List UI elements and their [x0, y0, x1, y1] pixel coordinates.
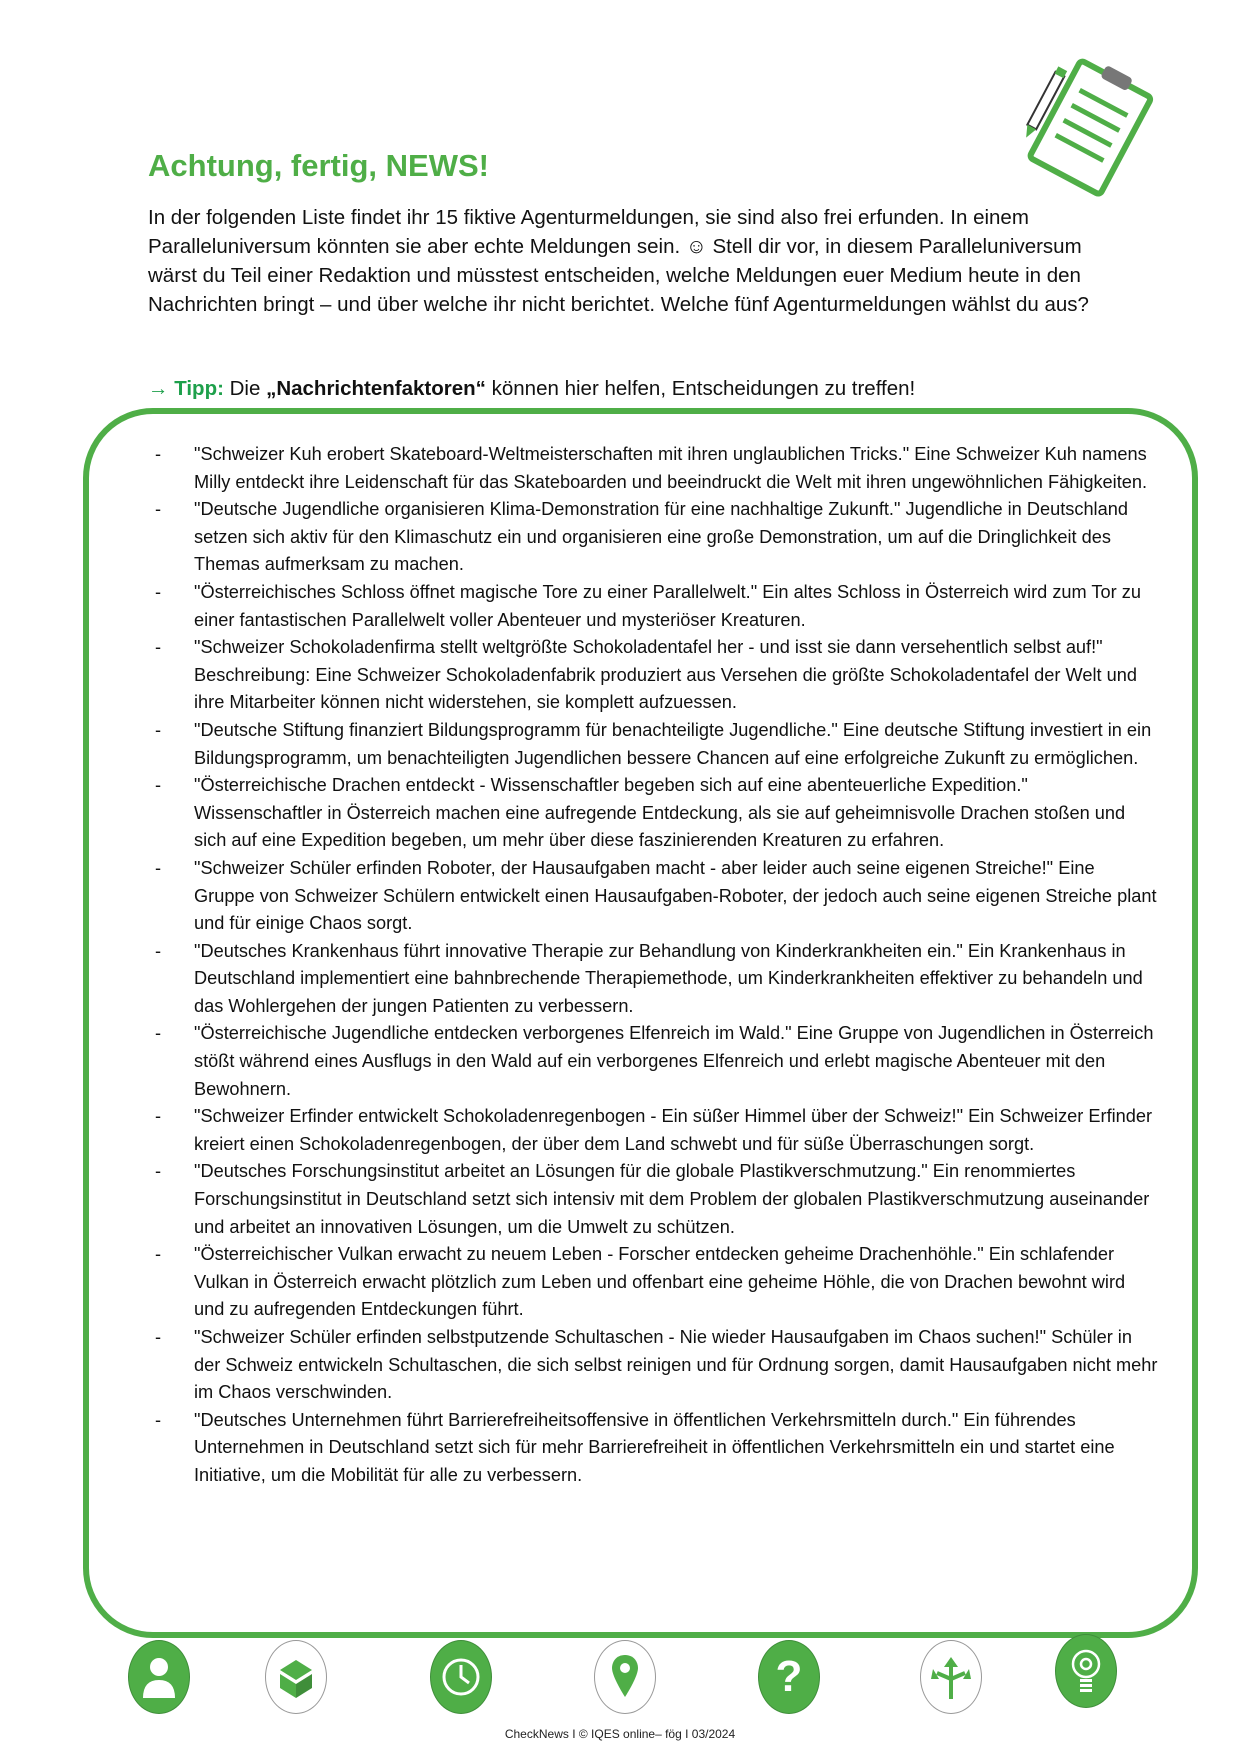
list-item: - "Schweizer Schüler erfinden Roboter, der Hausaufgaben macht - aber leider auch seine eigenen Streiche!" Eine Gruppe von Schweizer Schülern entwickelt einen Hausaufgaben-Roboter, der jedoch auch seine eigenen Streiche plant und für einige Chaos sorgt. [148, 855, 1158, 938]
location-pin-icon [594, 1640, 656, 1714]
bullet-dash: - [155, 1161, 162, 1182]
tip-text-pre: Die [223, 377, 267, 400]
tip-text-post: können hier helfen, Entscheidungen zu treffen! [485, 377, 916, 400]
list-item: - "Österreichischer Vulkan erwacht zu neuem Leben - Forscher entdecken geheime Drachenhöhle." Ein schlafender Vulkan in Österreich erwacht plötzlich zum Leben und offenbart eine geheime Höhle, die von Drachen bewohnt wird und zu aufregenden Entdeckungen führt. [148, 1241, 1158, 1324]
bullet-dash: - [155, 940, 162, 961]
list-item: - "Deutsches Krankenhaus führt innovative Therapie zur Behandlung von Kinderkrankheiten ein." Ein Krankenhaus in Deutschland implementiert eine bahnbrechende Therapiemethode, um Kinderkrankheiten effektiver zu behandeln und das Wohlergehen der jungen Patienten zu verbessern. [148, 938, 1158, 1021]
person-icon [128, 1640, 190, 1714]
lightbulb-gear-icon [1055, 1634, 1117, 1708]
list-item: - "Schweizer Erfinder entwickelt Schokoladenregenbogen - Ein süßer Himmel über der Schweiz!" Ein Schweizer Erfinder kreiert einen Schokoladenregenbogen, der über dem Land schwebt und für süße Überraschungen sorgt. [148, 1103, 1158, 1158]
list-item: - "Österreichische Drachen entdeckt - Wissenschaftler begeben sich auf eine abenteuerliche Expedition." Wissenschaftler in Österreich machen eine aufregende Entdeckung, als sie auf geheimnisvolle Drachen stoßen und sich auf eine Expedition begeben, um mehr über diese faszinierenden Kreaturen zu erfahren. [148, 772, 1158, 855]
tip-line [148, 374, 915, 403]
list-item: - "Schweizer Kuh erobert Skateboard-Weltmeisterschaften mit ihren unglaublichen Tricks." Eine Schweizer Kuh namens Milly entdeckt ihre Leidenschaft für das Skateboarden und beeindruckt die Welt mit ihren ungewöhnlichen Fähigkeiten. [148, 441, 1158, 496]
page-title: Achtung, fertig, NEWS! [148, 148, 489, 183]
bullet-dash: - [155, 444, 162, 464]
bullet-dash: - [155, 1023, 162, 1044]
bullet-dash: - [155, 857, 162, 878]
bullet-dash: - [155, 1106, 162, 1127]
list-item: - "Österreichische Jugendliche entdecken verborgenes Elfenreich im Wald." Eine Gruppe von Jugendlichen in Österreich stößt während eines Ausflugs in den Wald auf ein verborgenes Elfenreich und erlebt magische Abenteuer mit den Bewohnern. [148, 1020, 1158, 1103]
category-icon-row [120, 1640, 1120, 1720]
footer-credit: CheckNews I © IQES online– fög I 03/2024 [504, 1727, 736, 1741]
bullet-dash: - [155, 581, 162, 602]
bullet-dash: - [155, 1409, 162, 1430]
list-item: - "Österreichisches Schloss öffnet magische Tore zu einer Parallelwelt." Ein altes Schloss in Österreich wird zum Tor zu einer fantastischen Parallelwelt voller Abenteuer und mysteriöser Kreaturen. [148, 579, 1158, 634]
bullet-dash: - [155, 719, 162, 740]
clipboard-with-pencil-icon [1005, 52, 1155, 202]
bullet-dash: - [155, 637, 162, 658]
tip-keyword: „Nachrichtenfaktoren“ [266, 377, 486, 400]
list-item: - "Deutsche Jugendliche organisieren Klima-Demonstration für eine nachhaltige Zukunft." Jugendliche in Deutschland setzen sich aktiv für den Klimaschutz ein und organisieren eine große Demonstration, um auf die Dringlichkeit des Themas aufmerksam zu machen. [148, 496, 1158, 579]
list-item: - "Schweizer Schüler erfinden selbstputzende Schultaschen - Nie wieder Hausaufgaben im Chaos suchen!" Schüler in der Schweiz entwickeln Schultaschen, die sich selbst reinigen und für Ordnung sorgen, damit Hausaufgaben nicht mehr im Chaos verschwinden. [148, 1324, 1158, 1407]
list-item: - "Schweizer Schokoladenfirma stellt weltgrößte Schokoladentafel her - und isst sie dann versehentlich selbst auf!" Beschreibung: Eine Schweizer Schokoladenfabrik produziert aus Versehen die größte Schokoladentafel der Welt und ihre Mitarbeiter können nicht widerstehen, sie komplett aufzuessen. [148, 634, 1158, 717]
bullet-dash: - [155, 775, 162, 796]
open-box-icon [265, 1640, 327, 1714]
bullet-dash: - [155, 1327, 162, 1347]
list-item: - "Deutsches Unternehmen führt Barrierefreiheitsoffensive in öffentlichen Verkehrsmitteln durch." Ein führendes Unternehmen in Deutschland setzt sich für mehr Barrierefreiheit in öffentlichen Verkehrsmitteln ein und startet eine Initiative, um die Mobilität für alle zu verbessern. [148, 1407, 1158, 1490]
news-list [148, 441, 1158, 1490]
list-item: - "Deutsche Stiftung finanziert Bildungsprogramm für benachteiligte Jugendliche." Eine deutsche Stiftung investiert in ein Bildungsprogramm, um benachteiligten Jugendlichen bessere Chancen auf eine erfolgreiche Zukunft zu ermöglichen. [148, 717, 1158, 772]
bullet-dash: - [155, 499, 162, 520]
clock-icon [430, 1640, 492, 1714]
bullet-dash: - [155, 1244, 162, 1265]
arrow-right-icon: → [148, 377, 169, 400]
tip-label: Tipp: [174, 377, 224, 400]
branching-arrows-icon [920, 1640, 982, 1714]
list-item: - "Deutsches Forschungsinstitut arbeitet an Lösungen für die globale Plastikverschmutzung." Ein renommiertes Forschungsinstitut in Deutschland setzt sich intensiv mit dem Problem der globalen Plastikverschmutzung auseinander und arbeitet an innovativen Lösungen, um die Umwelt zu schützen. [148, 1158, 1158, 1241]
intro-paragraph: In der folgenden Liste findet ihr 15 fiktive Agenturmeldungen, sie sind also frei erfunden. In einem Paralleluniversum könnten sie aber echte Meldungen sein. ☺ Stell dir vor, in diesem Paralleluniversum wärst du Teil einer Redaktion und müsstest entscheiden, welche Meldungen euer Medium heute in den Nachrichten bringt – und über welche ihr nicht berichtet. Welche fünf Agenturmeldungen wählst du aus? [148, 206, 1089, 316]
question-mark-icon: ? [758, 1640, 820, 1714]
